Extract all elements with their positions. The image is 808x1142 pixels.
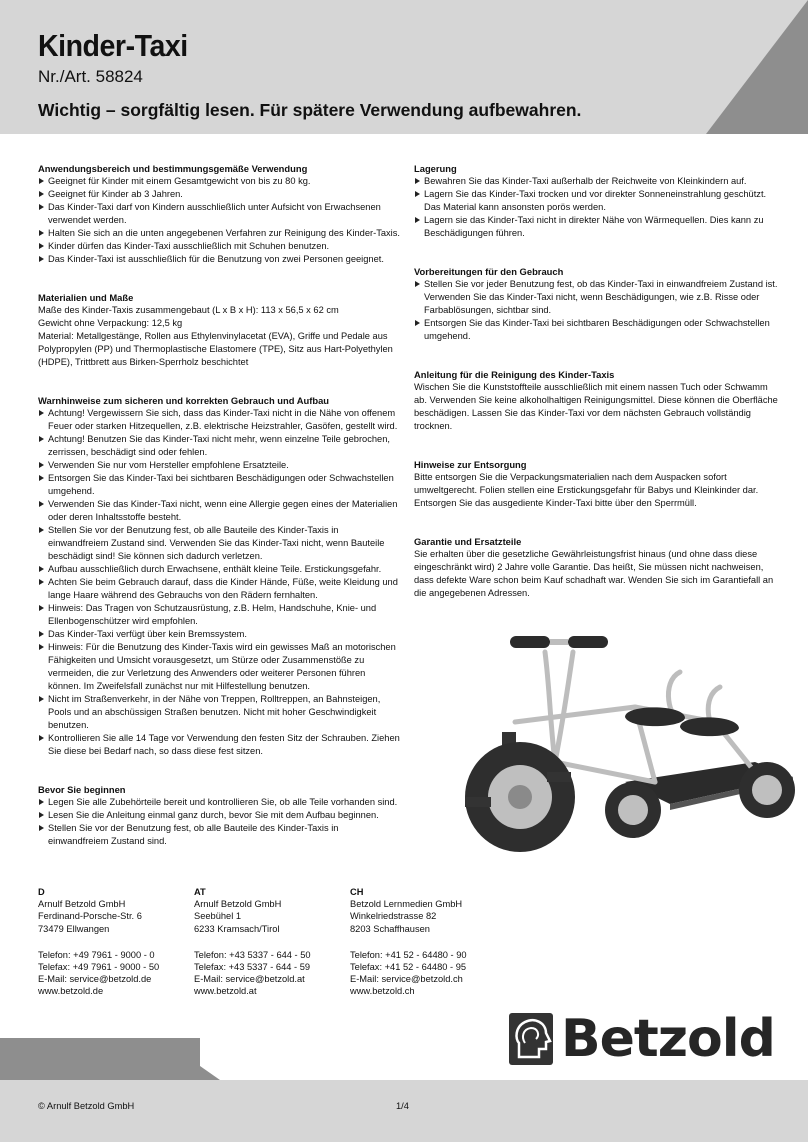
betzold-logo [509, 1011, 785, 1069]
city: 73479 Ellwangen [38, 923, 110, 934]
section-heading: Lagerung [414, 163, 457, 174]
bullet-list [414, 278, 780, 343]
list-item: Kinder dürfen das Kinder-Taxi ausschließlich mit Schuhen benutzen. [38, 240, 400, 253]
city: 6233 Kramsach/Tirol [194, 923, 280, 934]
company-name: Arnulf Betzold GmbH [194, 899, 282, 910]
section-text: Bitte entsorgen Sie die Verpackungsmaterialien nach dem Auspacken sofort umweltgerecht. Folien stellen eine Erstickungsgefahr für Babys und Kleinkinder dar. Entsorgen Sie das ausgediente Kinder-Taxi bitte über den Sperrmüll. [414, 472, 759, 508]
header-accent-corner [706, 0, 808, 134]
list-item: Geeignet für Kinder mit einem Gesamtgewicht von bis zu 80 kg. [38, 175, 400, 188]
section-preparation [414, 265, 780, 343]
list-item: Legen Sie alle Zubehörteile bereit und kontrollieren Sie, ob alle Teile vorhanden sind. [38, 796, 400, 809]
list-item: Das Kinder-Taxi ist ausschließlich für die Benutzung von zwei Personen geeignet. [38, 253, 400, 266]
section-text: Wischen Sie die Kunststoffteile ausschließlich mit einem nassen Tuch oder Schwamm ab. Verwenden Sie keine alkoholhaltigen Reinigungsmittel. Diese können die Oberfläche beschädigen. Lassen Sie das Kinder-Taxi vor dem nächsten Gebrauch vollständig trocknen. [414, 382, 778, 431]
website: www.betzold.de [38, 986, 104, 997]
list-item: Achtung! Vergewissern Sie sich, dass das Kinder-Taxi nicht in die Nähe von offenem Feuer oder starken Hitzequellen, z.B. elektrische Heizstrahler, Gasöfen, gestellt wird. [38, 407, 400, 433]
phone: Telefon: +41 52 - 64480 - 90 [350, 949, 467, 960]
city: 8203 Schaffhausen [350, 923, 430, 934]
company-name: Arnulf Betzold GmbH [38, 899, 126, 910]
list-item: Lagern Sie das Kinder-Taxi trocken und vor direkter Sonneneinstrahlung geschützt. Das Material kann ansonsten porös werden. [414, 188, 780, 214]
section-heading: Anleitung für die Reinigung des Kinder-Taxis [414, 369, 615, 380]
section-materials [38, 291, 400, 369]
section-storage [414, 162, 780, 240]
address-block-ch [350, 886, 467, 998]
kinder-taxi-illustration [455, 612, 805, 872]
logo-text: Betzold [561, 1009, 775, 1069]
list-item: Lagern sie das Kinder-Taxi nicht in direkter Nähe von Wärmequellen. Dies kann zu Beschädigungen führen. [414, 214, 780, 240]
list-item: Das Kinder-Taxi darf von Kindern ausschließlich unter Aufsicht von Erwachsenen verwendet werden. [38, 201, 400, 227]
section-cleaning [414, 368, 780, 433]
list-item: Bewahren Sie das Kinder-Taxi außerhalb der Reichweite von Kleinkindern auf. [414, 175, 780, 188]
list-item: Hinweis: Für die Benutzung des Kinder-Taxis wird ein gewisses Maß an motorischen Fähigkeiten und Umsicht vorausgesetzt, um Stürze oder Zusammenstöße zu vermeiden, die zur Verletzung des Anwenders oder weiterer Personen führen können. Im Zweifelsfall zunächst nur mit Hilfestellung benutzen. [38, 641, 400, 693]
list-item: Entsorgen Sie das Kinder-Taxi bei sichtbaren Beschädigungen oder Schwachstellen umgehend. [414, 317, 780, 343]
country-code: CH [350, 887, 364, 897]
section-disposal [414, 458, 780, 510]
country-code: AT [194, 887, 206, 897]
list-item: Geeignet für Kinder ab 3 Jahren. [38, 188, 400, 201]
email: E-Mail: service@betzold.at [194, 974, 305, 985]
document-title: Kinder-Taxi [38, 28, 188, 63]
list-item: Entsorgen Sie das Kinder-Taxi bei sichtbaren Beschädigungen oder Schwachstellen umgehend. [38, 472, 400, 498]
street: Winkelriedstrasse 82 [350, 911, 437, 922]
company-name: Betzold Lernmedien GmbH [350, 899, 463, 910]
street: Seebühel 1 [194, 911, 242, 922]
text-line: Gewicht ohne Verpackung: 12,5 kg [38, 318, 183, 328]
website: www.betzold.at [194, 986, 257, 997]
footer-band [0, 1080, 808, 1142]
section-heading: Vorbereitungen für den Gebrauch [414, 266, 564, 277]
list-item: Hinweis: Das Tragen von Schutzausrüstung, z.B. Helm, Handschuhe, Knie- und Ellenbogenschützer wird empfohlen. [38, 602, 400, 628]
page-number: 1/4 [396, 1101, 409, 1111]
list-item: Das Kinder-Taxi verfügt über kein Bremssystem. [38, 628, 400, 641]
text-line: Maße des Kinder-Taxis zusammengebaut (L x B x H): 113 x 56,5 x 62 cm [38, 305, 339, 315]
list-item: Kontrollieren Sie alle 14 Tage vor Verwendung den festen Sitz der Schrauben. Ziehen Sie diese bei Bedarf nach, so dass diese fest sitzen. [38, 732, 400, 758]
section-text: Sie erhalten über die gesetzliche Gewährleistungsfrist hinaus (und ohne dass diese eingeschränkt wird) 2 Jahre volle Garantie. Das heißt, Sie müssen nicht nachweisen, dass defekte Ware schon beim Kauf schadhaft war. Wenden Sie sich im Garantiefall an die angegebenen Adressen. [414, 549, 774, 598]
copyright: © Arnulf Betzold GmbH [38, 1101, 135, 1111]
section-heading: Anwendungsbereich und bestimmungsgemäße Verwendung [38, 163, 308, 174]
phone: Telefon: +43 5337 - 644 - 50 [194, 949, 311, 960]
section-warranty [414, 535, 780, 600]
article-number: Nr./Art. 58824 [38, 67, 143, 86]
bullet-list [38, 175, 400, 266]
country-code: D [38, 887, 45, 897]
fax: Telefax: +41 52 - 64480 - 95 [350, 962, 467, 973]
section-heading: Garantie und Ersatzteile [414, 536, 522, 547]
left-column [38, 162, 400, 873]
section-before [38, 783, 400, 848]
head-profile-icon [509, 1013, 553, 1065]
section-heading: Hinweise zur Entsorgung [414, 459, 527, 470]
address-block-at [194, 886, 311, 998]
footer-accent-corner [160, 1038, 220, 1080]
fax: Telefax: +49 7961 - 9000 - 50 [38, 962, 160, 973]
list-item: Achten Sie beim Gebrauch darauf, dass die Kinder Hände, Füße, weite Kleidung und lange Haare während des Gebrauchs von den Rädern fernhalten. [38, 576, 400, 602]
phone: Telefon: +49 7961 - 9000 - 0 [38, 949, 155, 960]
address-block-de [38, 886, 159, 998]
list-item: Stellen Sie vor der Benutzung fest, ob alle Bauteile des Kinder-Taxis in einwandfreiem Zustand sind. [38, 822, 400, 848]
list-item: Stellen Sie vor der Benutzung fest, ob alle Bauteile des Kinder-Taxis in einwandfreiem Zustand sind. Verwenden Sie das Kinder-Taxi nicht, wenn Bauteile beschädigt sind! Sie können sich dadurch verletzen. [38, 524, 400, 563]
list-item: Achtung! Benutzen Sie das Kinder-Taxi nicht mehr, wenn einzelne Teile gebrochen, zerrissen, beschädigt sind oder fehlen. [38, 433, 400, 459]
section-heading: Materialien und Maße [38, 292, 134, 303]
street: Ferdinand-Porsche-Str. 6 [38, 911, 142, 922]
email: E-Mail: service@betzold.ch [350, 974, 463, 985]
section-usage [38, 162, 400, 266]
list-item: Verwenden Sie das Kinder-Taxi nicht, wenn eine Allergie gegen eines der Materialien oder deren Inhaltsstoffe besteht. [38, 498, 400, 524]
bullet-list [414, 175, 780, 240]
right-column [414, 162, 780, 625]
website: www.betzold.ch [350, 986, 415, 997]
list-item: Lesen Sie die Anleitung einmal ganz durch, bevor Sie mit dem Aufbau beginnen. [38, 809, 400, 822]
bullet-list [38, 407, 400, 758]
list-item: Nicht im Straßenverkehr, in der Nähe von Treppen, Rolltreppen, an Bahnsteigen, Pools und an abschüssigen Straßen benutzen. Nicht mit hoher Geschwindigkeit benutzen. [38, 693, 400, 732]
list-item: Halten Sie sich an die unten angegebenen Verfahren zur Reinigung des Kinder-Taxis. [38, 227, 400, 240]
list-item: Stellen Sie vor jeder Benutzung fest, ob das Kinder-Taxi in einwandfreiem Zustand ist. Verwenden Sie das Kinder-Taxi nicht, wenn Beschädigungen, wie z.B. Risse oder Farbablösungen, sichtbar sind. [414, 278, 780, 317]
section-heading: Warnhinweise zum sicheren und korrekten Gebrauch und Aufbau [38, 395, 330, 406]
list-item: Aufbau ausschließlich durch Erwachsene, enthält kleine Teile. Erstickungsgefahr. [38, 563, 400, 576]
bullet-list [38, 796, 400, 848]
document-subtitle: Wichtig – sorgfältig lesen. Für spätere Verwendung aufbewahren. [38, 100, 582, 120]
list-item: Verwenden Sie nur vom Hersteller empfohlene Ersatzteile. [38, 459, 400, 472]
section-heading: Bevor Sie beginnen [38, 784, 126, 795]
fax: Telefax: +43 5337 - 644 - 59 [194, 962, 311, 973]
email: E-Mail: service@betzold.de [38, 974, 152, 985]
text-line: Material: Metallgestänge, Rollen aus Ethylenvinylacetat (EVA), Griffe und Pedale aus Polypropylen (PP) und Thermoplastische Elastomere (TPE), Sitz aus Hart-Polyethylen (HDPE), Trittbrett aus Birken-Sperrholz beschichtet [38, 331, 393, 367]
section-warnings [38, 394, 400, 758]
